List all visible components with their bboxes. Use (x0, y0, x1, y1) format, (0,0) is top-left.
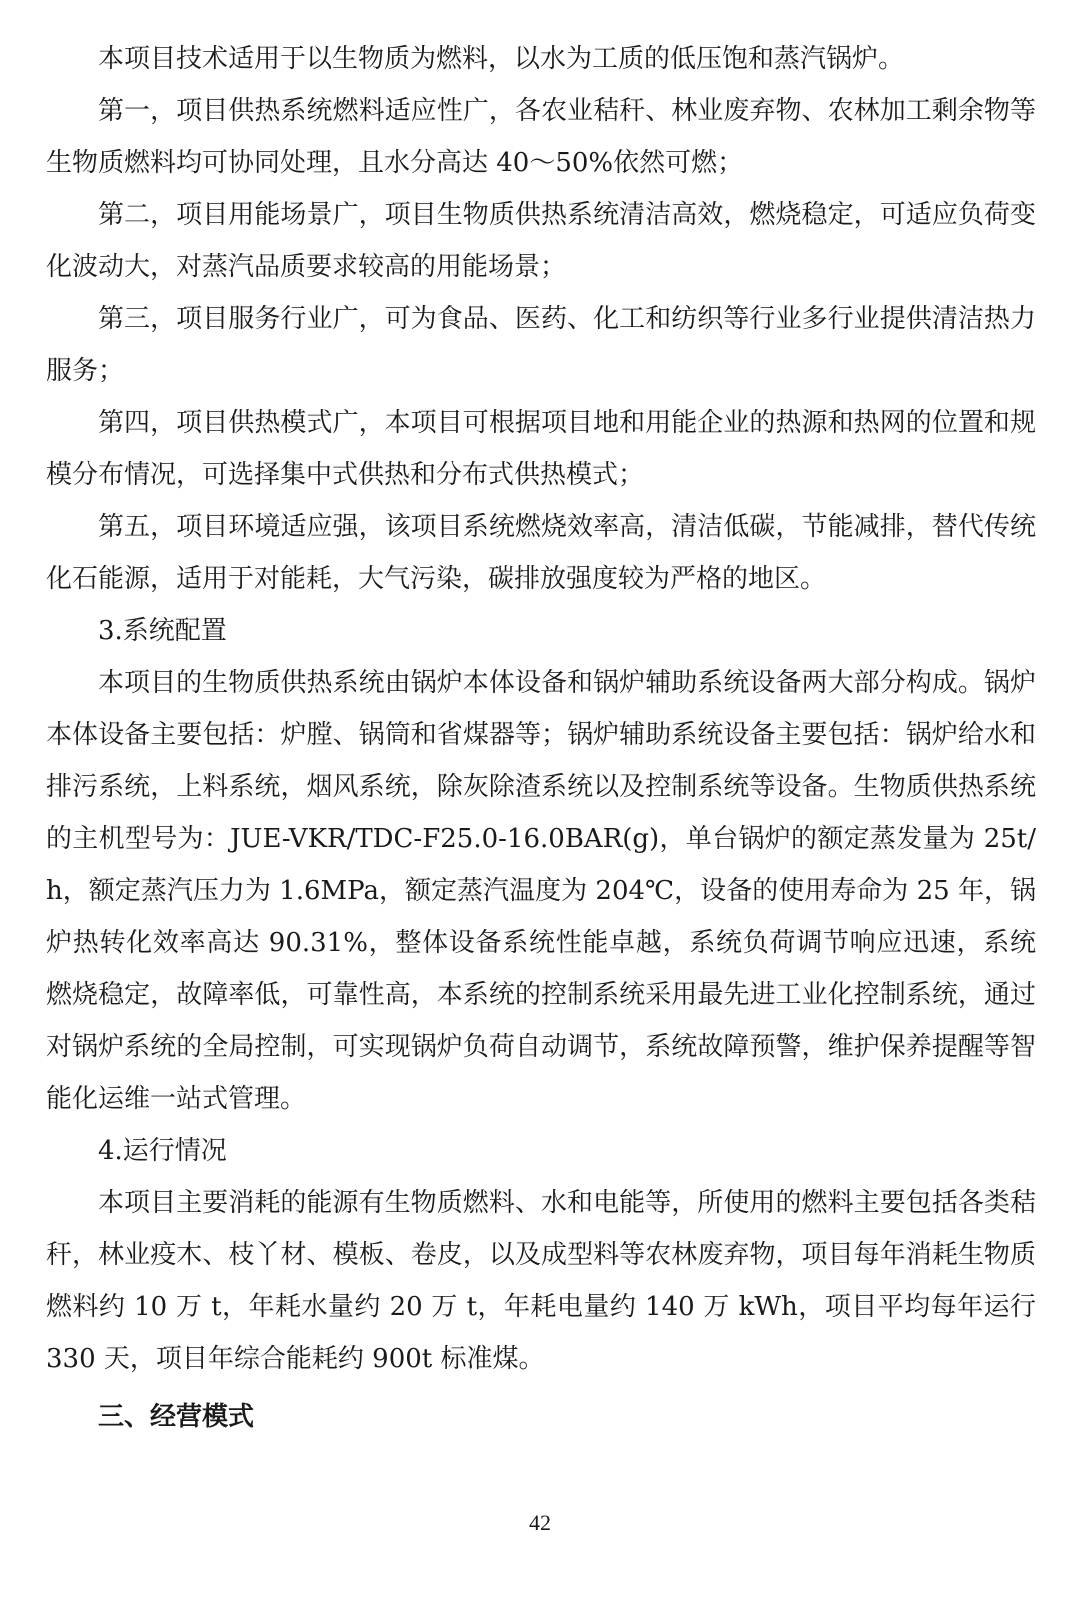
feature-second-paragraph: 第二，项目用能场景广，项目生物质供热系统清洁高效，燃烧稳定，可适应负荷变化波动大，对蒸汽品质要求较高的用能场景； (46, 200, 1036, 282)
intro-scope-paragraph: 本项目技术适用于以生物质为燃料，以水为工质的低压饱和蒸汽锅炉。 (98, 44, 905, 74)
feature-first-paragraph: 第一，项目供热系统燃料适应性广，各农业秸秆、林业废弃物、农林加工剩余物等生物质燃料均可协同处理，且水分高达 40～50%依然可燃； (46, 96, 1036, 178)
page-number: 42 (529, 1510, 551, 1535)
section-3-body: 本项目的生物质供热系统由锅炉本体设备和锅炉辅助系统设备两大部分构成。锅炉本体设备主要包括：炉膛、锅筒和省煤器等；锅炉辅助系统设备主要包括：锅炉给水和排污系统，上料系统，烟风系统，除灰除渣系统以及控制系统等设备。生物质供热系统的主机型号为：JUE-VKR/TDC-F25.0-16.0BAR(g)，单台锅炉的额定蒸发量为 25t/h，额定蒸汽压力为 1.6MPa，额定蒸汽温度为 204℃，设备的使用寿命为 25 年，锅炉热转化效率高达 90.31%，整体设备系统性能卓越，系统负荷调节响应迅速，系统燃烧稳定，故障率低，可靠性高，本系统的控制系统采用最先进工业化控制系统，通过对锅炉系统的全局控制，可实现锅炉负荷自动调节，系统故障预警，维护保养提醒等智能化运维一站式管理。 (46, 668, 1036, 1114)
feature-third-paragraph: 第三，项目服务行业广，可为食品、医药、化工和纺织等行业多行业提供清洁热力服务； (46, 304, 1036, 386)
chapter-three-heading: 三、经营模式 (98, 1402, 255, 1432)
document-page (46, 33, 1036, 1443)
section-4-heading: 4.运行情况 (98, 1136, 227, 1166)
section-3-heading: 3.系统配置 (98, 616, 227, 646)
feature-fourth-paragraph: 第四，项目供热模式广，本项目可根据项目地和用能企业的热源和热网的位置和规模分布情况，可选择集中式供热和分布式供热模式； (46, 408, 1036, 490)
section-4-body: 本项目主要消耗的能源有生物质燃料、水和电能等，所使用的燃料主要包括各类秸秆，林业疫木、枝丫材、模板、卷皮，以及成型料等农林废弃物，项目每年消耗生物质燃料约 10 万 t，年耗水量约 20 万 t，年耗电量约 140 万 kWh，项目平均每年运行 330 天，项目年综合能耗约 900t 标准煤。 (46, 1188, 1036, 1374)
feature-fifth-paragraph: 第五，项目环境适应强，该项目系统燃烧效率高，清洁低碳，节能减排，替代传统化石能源，适用于对能耗，大气污染，碳排放强度较为严格的地区。 (46, 512, 1036, 594)
